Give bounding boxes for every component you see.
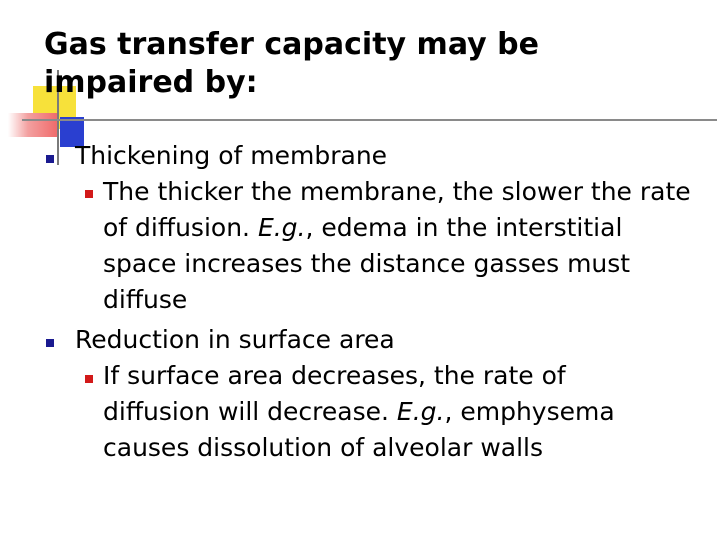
sub-bullet-1-text: [103, 174, 693, 318]
sub-bullet-2-eg: E.g.: [396, 397, 445, 426]
sub-bullet-2-after: , emphysema causes dissolution of alveolar walls: [103, 397, 615, 462]
bullet-2-text: Reduction in surface area: [75, 325, 395, 354]
bullet-1-text: Thickening of membrane: [75, 141, 388, 170]
sub-bullet-2-text: [103, 358, 663, 466]
sub-bullet-marker: [85, 190, 93, 198]
sub-bullet-1-before: The thicker the membrane, the slower the rate of diffusion.: [103, 177, 691, 242]
sub-bullet-2-before: If surface area decreases, the rate of diffusion will decrease.: [103, 361, 566, 426]
sub-bullet-1-eg: E.g.: [257, 213, 306, 242]
bullet-marker: [46, 339, 54, 347]
sub-bullet-marker: [85, 375, 93, 383]
slide-title: Gas transfer capacity may be impaired by:: [44, 27, 539, 100]
sub-bullet-1-after: , edema in the interstitial space increases the distance gasses must diffuse: [103, 213, 631, 314]
bullet-marker: [46, 155, 54, 163]
decor-red-bar: [8, 113, 58, 137]
decor-horizontal-line: [22, 119, 717, 121]
